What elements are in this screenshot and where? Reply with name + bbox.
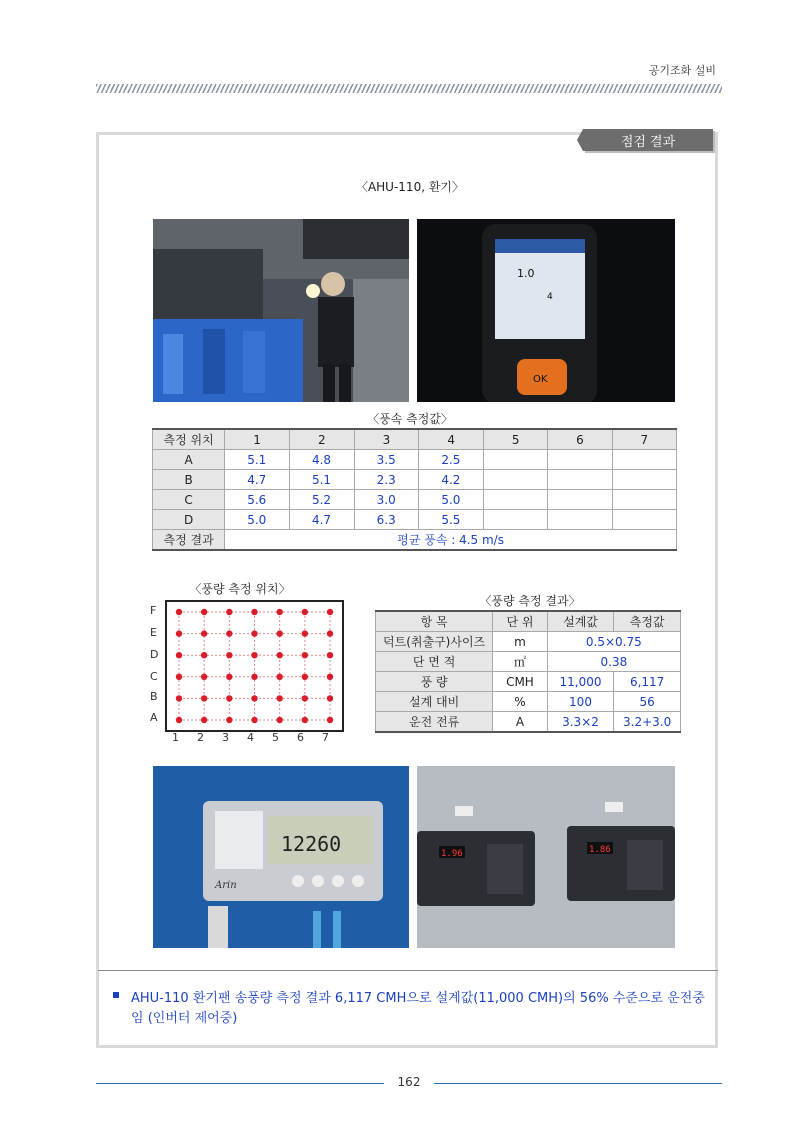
grid-col-label: 1 <box>172 731 179 744</box>
header-cell: 측정값 <box>614 611 681 632</box>
header-cell: 4 <box>419 429 484 450</box>
value-cell: 3.0 <box>354 490 419 510</box>
row-label: D <box>153 510 225 530</box>
grid-point <box>251 674 257 680</box>
value-cell <box>548 450 612 470</box>
value-cell: 4.7 <box>289 510 354 530</box>
row-label: C <box>153 490 225 510</box>
grid-row-label: E <box>150 626 157 639</box>
grid-row-label: D <box>150 648 159 661</box>
average-velocity: 평균 풍속 : 4.5 m/s <box>225 530 677 551</box>
grid-point <box>226 717 232 723</box>
value-cell: 5.1 <box>225 450 290 470</box>
row-label: B <box>153 470 225 490</box>
photo-anemometer-device <box>417 219 675 402</box>
grid-point <box>276 674 282 680</box>
header-hatch-divider <box>96 84 722 93</box>
value-cell <box>612 510 676 530</box>
grid-point <box>302 717 308 723</box>
velocity-table <box>152 428 677 551</box>
grid-col-label: 4 <box>247 731 254 744</box>
grid-point <box>302 674 308 680</box>
value-cell: 2.5 <box>419 450 484 470</box>
value-cell: 4.7 <box>225 470 290 490</box>
header-cell: 항 목 <box>376 611 493 632</box>
grid-point <box>201 695 207 701</box>
grid-point <box>176 652 182 658</box>
merged-value: 0.38 <box>547 652 680 672</box>
grid-point <box>276 652 282 658</box>
value-cell: 5.0 <box>225 510 290 530</box>
value-cell: 5.2 <box>289 490 354 510</box>
page-number: 162 <box>397 1075 421 1089</box>
footer-line-right <box>434 1083 722 1084</box>
header-cell: 5 <box>484 429 548 450</box>
table-row <box>376 672 681 692</box>
table-row <box>153 450 677 470</box>
measured-value: 6,117 <box>614 672 681 692</box>
grid-point <box>201 630 207 636</box>
value-cell: 4.2 <box>419 470 484 490</box>
merged-value: 0.5×0.75 <box>547 632 680 652</box>
header-cell: 2 <box>289 429 354 450</box>
table-row <box>153 510 677 530</box>
header-cell: 1 <box>225 429 290 450</box>
item-cell: 풍 량 <box>376 672 493 692</box>
device-reading-1: 1.0 <box>517 267 535 280</box>
grid-point <box>251 609 257 615</box>
grid-col-label: 3 <box>222 731 229 744</box>
grid-point <box>176 630 182 636</box>
photo-control-panels <box>417 766 675 948</box>
unit-cell: m <box>493 632 548 652</box>
airflow-table <box>375 610 681 733</box>
unit-caption: 〈AHU-110, 환기〉 <box>355 180 465 194</box>
grid-point <box>226 630 232 636</box>
table-row <box>153 490 677 510</box>
grid-point <box>176 674 182 680</box>
grid-point <box>327 630 333 636</box>
header-cell: 측정 위치 <box>153 429 225 450</box>
value-cell: 4.8 <box>289 450 354 470</box>
item-cell: 설계 대비 <box>376 692 493 712</box>
header-cell: 단 위 <box>493 611 548 632</box>
header-cell: 3 <box>354 429 419 450</box>
value-cell: 5.1 <box>289 470 354 490</box>
grid-point <box>327 652 333 658</box>
grid-point <box>327 674 333 680</box>
measurement-grid <box>165 600 344 732</box>
value-cell <box>484 470 548 490</box>
summary-text: AHU-110 환기팬 송풍량 측정 결과 6,117 CMH으로 설계값(11,000 CMH)의 56% 수준으로 운전중임 (인버터 제어중) <box>131 991 705 1026</box>
grid-point <box>176 695 182 701</box>
value-cell <box>548 470 612 490</box>
grid-point <box>302 695 308 701</box>
design-value: 100 <box>547 692 614 712</box>
table-row <box>376 632 681 652</box>
grid-row-label: A <box>150 711 158 724</box>
row-label: A <box>153 450 225 470</box>
velocity-caption: 〈풍속 측정값〉 <box>367 412 453 426</box>
table-row <box>376 712 681 733</box>
grid-col-label: 5 <box>272 731 279 744</box>
design-value: 3.3×2 <box>547 712 614 733</box>
value-cell <box>484 490 548 510</box>
grid-point <box>251 630 257 636</box>
panel-left-display: 1.96 <box>441 849 463 859</box>
panel-right-display: 1.86 <box>589 845 611 855</box>
meter-brand: Arin <box>215 880 237 891</box>
footer-line-left <box>96 1083 384 1084</box>
grid-point <box>276 717 282 723</box>
item-cell: 단 면 적 <box>376 652 493 672</box>
value-cell: 5.6 <box>225 490 290 510</box>
grid-point <box>176 609 182 615</box>
result-row <box>153 530 677 551</box>
grid-point <box>176 717 182 723</box>
item-cell: 운전 전류 <box>376 712 493 733</box>
grid-point <box>201 609 207 615</box>
measured-value: 3.2+3.0 <box>614 712 681 733</box>
grid-point <box>302 652 308 658</box>
table-row <box>153 470 677 490</box>
meter-display: 12260 <box>281 832 342 856</box>
grid-point <box>201 674 207 680</box>
unit-cell: % <box>493 692 548 712</box>
table-row <box>376 652 681 672</box>
device-reading-2: 4 <box>547 292 553 302</box>
airflow-caption: 〈풍량 측정 결과〉 <box>479 594 581 608</box>
value-cell: 5.0 <box>419 490 484 510</box>
section-title: 공기조화 설비 <box>648 64 716 77</box>
positions-caption: 〈풍량 측정 위치〉 <box>189 582 291 596</box>
value-cell: 3.5 <box>354 450 419 470</box>
grid-point <box>276 609 282 615</box>
table-row <box>376 692 681 712</box>
grid-point <box>201 652 207 658</box>
grid-point <box>327 695 333 701</box>
grid-point <box>201 717 207 723</box>
value-cell <box>484 510 548 530</box>
unit-cell: CMH <box>493 672 548 692</box>
header-cell: 설계값 <box>547 611 614 632</box>
value-cell <box>548 490 612 510</box>
measured-value: 56 <box>614 692 681 712</box>
grid-row-label: F <box>150 604 157 617</box>
grid-point <box>226 652 232 658</box>
grid-point <box>327 609 333 615</box>
grid-col-label: 7 <box>322 731 329 744</box>
grid-point <box>226 674 232 680</box>
grid-point <box>302 609 308 615</box>
result-tag: 점검 결과 <box>583 129 713 151</box>
unit-cell: A <box>493 712 548 733</box>
device-ok-label: OK <box>533 374 548 385</box>
result-label: 측정 결과 <box>153 530 225 551</box>
grid-row-label: B <box>150 690 158 703</box>
unit-cell: ㎡ <box>493 652 548 672</box>
photo-flow-meter <box>153 766 409 948</box>
value-cell <box>612 470 676 490</box>
grid-point <box>226 609 232 615</box>
velocity-header-row <box>153 429 677 450</box>
design-value: 11,000 <box>547 672 614 692</box>
value-cell <box>548 510 612 530</box>
value-cell: 5.5 <box>419 510 484 530</box>
photo-technician-measuring <box>153 219 409 402</box>
grid-point <box>251 652 257 658</box>
header-cell: 7 <box>612 429 676 450</box>
value-cell <box>612 490 676 510</box>
grid-point <box>251 717 257 723</box>
grid-col-label: 2 <box>197 731 204 744</box>
airflow-header-row <box>376 611 681 632</box>
grid-point <box>276 630 282 636</box>
item-cell: 덕트(취출구)사이즈 <box>376 632 493 652</box>
summary-divider <box>98 970 718 971</box>
grid-point <box>327 717 333 723</box>
grid-point <box>226 695 232 701</box>
value-cell <box>612 450 676 470</box>
grid-point <box>276 695 282 701</box>
header-cell: 6 <box>548 429 612 450</box>
grid-col-label: 6 <box>297 731 304 744</box>
value-cell: 6.3 <box>354 510 419 530</box>
grid-point <box>251 695 257 701</box>
grid-point <box>302 630 308 636</box>
value-cell: 2.3 <box>354 470 419 490</box>
value-cell <box>484 450 548 470</box>
grid-row-label: C <box>150 670 158 683</box>
grid-points <box>167 602 342 730</box>
